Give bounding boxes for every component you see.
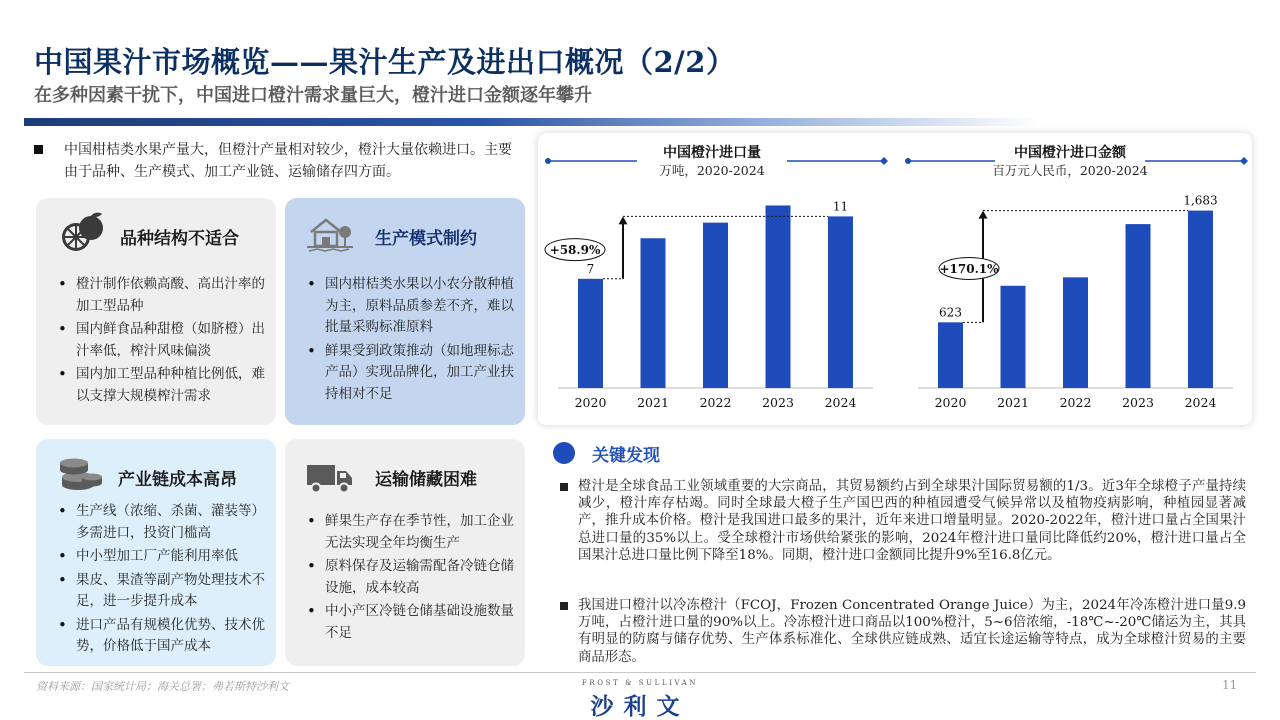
chart-2-title: 中国橙汁进口金额 (1014, 145, 1126, 161)
chart-1-data-label: 11 (832, 199, 849, 214)
card-industry-chain-cost (36, 439, 276, 666)
page-subtitle: 在多种因素干扰下，中国进口橙汁需求量巨大，橙汁进口金额逐年攀升 (34, 85, 592, 106)
chart-1-line-end-dot (545, 158, 551, 164)
key-finding-item (558, 478, 1246, 564)
card-variety-structure (36, 198, 276, 425)
page-title: 中国果汁市场概览——果汁生产及进出口概况（2/2） (34, 45, 736, 79)
chart-1-bar-2021 (641, 238, 666, 388)
charts-svg (538, 133, 1252, 425)
list-item: • 国内加工型品种种植比例低，难以支撑大规模榨汁需求 (58, 364, 268, 407)
chart-1-bar-2020 (578, 279, 603, 388)
card-title: 生产模式制约 (375, 229, 477, 249)
intro-text-content: 中国柑桔类水果产量大，但橙汁产量相对较少，橙汁大量依赖进口。主要由于品种、生产模式、加工产业链、运输储存四方面。 (64, 142, 512, 180)
farmhouse-icon (307, 212, 353, 252)
list-item: • 国内柑桔类水果以小农分散种植为主，原料品质参差不齐，难以批量采购标准原料 (307, 274, 517, 339)
chart-2-tick-label: 2023 (1122, 395, 1154, 410)
intro-text (34, 139, 519, 183)
card-title: 产业链成本高昂 (118, 470, 237, 490)
source-note: 资料来源：国家统计局；海关总署；弗若斯特沙利文 (36, 680, 289, 693)
list-item: • 果皮、果渣等副产物处理技术不足，进一步提升成本 (58, 570, 268, 613)
chart-2-data-label: 623 (939, 305, 962, 320)
logo-tagline: FROST & SULLIVAN (581, 679, 699, 687)
square-bullet-icon (560, 602, 568, 610)
chart-1-tick-label: 2023 (762, 395, 794, 410)
card-transport-storage (285, 439, 525, 666)
chart-2-bar-2024 (1188, 211, 1213, 388)
card-list (58, 501, 268, 660)
chart-2-bar-2020 (938, 322, 963, 388)
header-gradient-bar (24, 118, 1040, 126)
list-item: • 国内鲜食品种甜橙（如脐橙）出汁率低，榨汁风味偏淡 (58, 319, 268, 362)
list-item: • 中小型加工厂产能利用率低 (58, 546, 268, 568)
chart-1-subtitle: 万吨，2020-2024 (659, 163, 765, 178)
chart-1-growth-arrowhead (619, 216, 628, 224)
chart-1-bar-2024 (828, 216, 853, 388)
card-title: 运输储藏困难 (375, 470, 477, 490)
chart-2-bar-2023 (1126, 224, 1151, 388)
chart-1-tick-label: 2021 (637, 395, 669, 410)
chart-2-growth-label: +170.1% (939, 261, 999, 276)
chart-2-bar-2022 (1063, 277, 1088, 388)
square-bullet-icon (560, 483, 568, 491)
orange-icon (58, 212, 104, 252)
chart-2-tick-label: 2024 (1184, 395, 1217, 410)
charts-panel (538, 133, 1252, 425)
chart-1-growth-label: +58.9% (549, 243, 601, 258)
list-item: • 橙汁制作依赖高酸、高出汁率的加工型品种 (58, 274, 268, 317)
key-findings-title: 关键发现 (592, 446, 660, 466)
chart-1-bar-2022 (703, 223, 728, 388)
square-bullet-icon (34, 145, 43, 154)
list-item: • 鲜果生产存在季节性，加工企业无法实现全年均衡生产 (307, 511, 517, 554)
truck-icon (307, 457, 353, 497)
chart-1-tick-label: 2022 (699, 395, 732, 410)
list-item: • 生产线（浓缩、杀菌、灌装等）多需进口，投资门槛高 (58, 501, 268, 544)
card-title: 品种结构不适合 (120, 229, 239, 249)
chart-2-tick-label: 2022 (1059, 395, 1092, 410)
chart-1-title: 中国橙汁进口量 (663, 145, 761, 161)
key-finding-item (558, 597, 1246, 666)
card-list (58, 274, 268, 409)
chart-1-tick-label: 2020 (574, 395, 607, 410)
footer-divider (24, 672, 1256, 673)
coins-icon (58, 453, 104, 493)
chart-2-line-end-diamond (1240, 157, 1248, 165)
chart-2-bar-2021 (1001, 286, 1026, 388)
chart-1-bar-2023 (766, 205, 791, 388)
key-findings-dot-icon (553, 442, 575, 464)
chart-2-data-label: 1,683 (1183, 193, 1218, 208)
list-item: • 中小产区冷链仓储基础设施数量不足 (307, 601, 517, 644)
chart-2-tick-label: 2020 (934, 395, 967, 410)
card-list (307, 511, 517, 646)
chart-1-data-label: 7 (586, 261, 595, 276)
page-number: 11 (1222, 678, 1238, 692)
list-item: • 鲜果受到政策推动（如地理标志产品）实现品牌化，加工产业扶持相对不足 (307, 341, 517, 406)
card-list (307, 274, 517, 407)
key-finding-text: 我国进口橙汁以冷冻橙汁（FCOJ，Frozen Concentrated Orange Juice）为主，2024年冷冻橙汁进口量9.9万吨，占橙汁进口量的90%以上。冷冻橙汁进口商品以100%橙汁，5~6倍浓缩，-18℃~-20℃储运为主，其具有明显的防腐与储存优势、生产体系标准化、全球供应链成熟、适宜长途运输等特点，成为全球橙汁贸易的主要商品形态。 (578, 598, 1246, 665)
chart-2-tick-label: 2021 (997, 395, 1029, 410)
logo: 沙利文 (590, 694, 690, 720)
card-production-mode (285, 198, 525, 425)
list-item: • 进口产品有规模化优势、技术优势，价格低于国产成本 (58, 615, 268, 658)
chart-1-tick-label: 2024 (824, 395, 857, 410)
chart-2-line-end-dot (905, 158, 911, 164)
chart-2-subtitle: 百万元人民币，2020-2024 (992, 163, 1148, 178)
key-finding-text: 橙汁是全球食品工业领域重要的大宗商品，其贸易额约占到全球果汁国际贸易额的1/3。近3年全球橙子产量持续减少，橙汁库存枯竭。同时全球最大橙子生产国巴西的种植园遭受气候异常以及植物疫病影响，种植园显著减产，推升成本价格。橙汁是我国进口最多的果汁，近年来进口增量明显。2020-2022年，橙汁进口量占全国果汁总进口量的35%以上。受全球橙汁市场供给紧张的影响，2024年橙汁进口量同比降低约20%，橙汁进口量占全国果汁总进口量比例下降至18%。同期，橙汁进口金额同比提升9%至16.8亿元。 (578, 479, 1246, 563)
list-item: • 原料保存及运输需配备冷链仓储设施，成本较高 (307, 556, 517, 599)
chart-1-line-end-diamond (880, 157, 888, 165)
chart-2-growth-arrowhead (979, 211, 988, 219)
